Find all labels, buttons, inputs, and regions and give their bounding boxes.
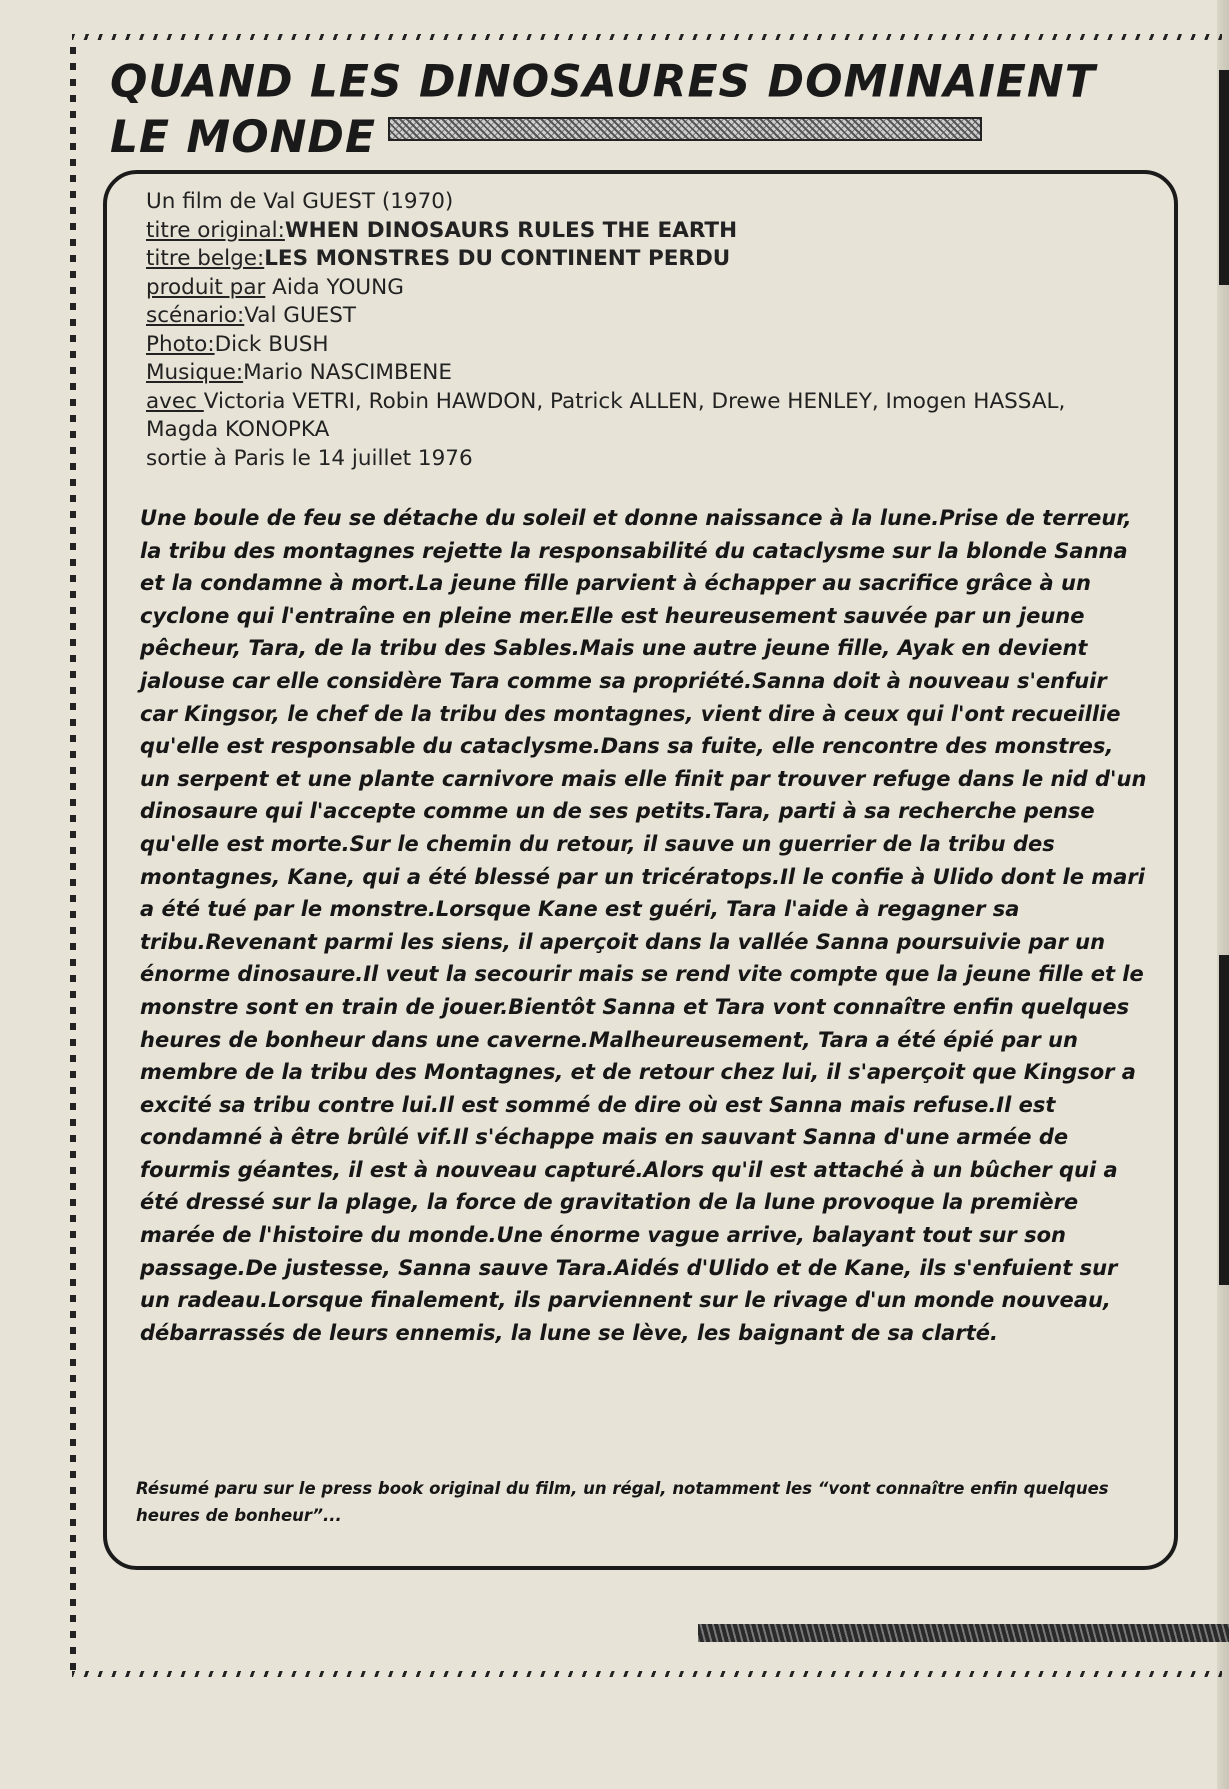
credit-value: Mario NASCIMBENE — [243, 360, 452, 385]
credit-value: Aida YOUNG — [265, 274, 404, 300]
dashed-border-top — [72, 34, 1222, 40]
credit-value: Victoria VETRI, Robin HAWDON, Patrick ALLEN, Drewe HENLEY, Imogen HASSAL, Magda KONOPKA — [146, 388, 1066, 442]
bottom-decorative-bar — [698, 1624, 1229, 1642]
credit-value: Val GUEST — [244, 303, 357, 328]
credit-value: Dick BUSH — [214, 331, 329, 357]
credit-music — [146, 359, 1106, 388]
credit-label: scénario: — [146, 303, 245, 328]
title-line-2: LE MONDE — [110, 111, 377, 164]
credit-label: produit par — [146, 274, 266, 300]
article-title — [110, 55, 1096, 165]
credit-label: Musique: — [146, 360, 244, 385]
credit-original-title — [146, 217, 1106, 246]
credit-value: LES MONSTRES DU CONTINENT PERDU — [264, 246, 731, 271]
credit-label: avec — [146, 388, 204, 414]
title-line-1: QUAND LES DINOSAURES DOMINAIENT — [110, 55, 1096, 108]
credit-photo — [146, 331, 1106, 360]
credit-release: sortie à Paris le 14 juillet 1976 — [146, 445, 473, 471]
credit-screenplay — [146, 302, 1106, 331]
credit-belgian-title — [146, 245, 1106, 274]
title-decorative-bar — [388, 117, 982, 141]
film-credits — [146, 188, 1106, 473]
credit-label: Photo: — [146, 331, 215, 357]
credit-label: titre belge: — [146, 246, 265, 271]
dashed-border-bottom — [72, 1671, 1222, 1677]
credit-value: WHEN DINOSAURS RULES THE EARTH — [284, 217, 738, 243]
credit-producer — [146, 274, 1106, 303]
dashed-border-left — [70, 40, 76, 1670]
credit-cast — [146, 388, 1106, 445]
synopsis-text: Une boule de feu se détache du soleil et donne naissance à la lune.Prise de terreur, la tribu des montagnes rejette la responsabilité du cataclysme sur la blonde Sanna et la condamne à mort.La jeune fille parvient à échapper au sacrifice grâce à un cyclone qui l'entraîne en pleine mer.Elle est heureusement sauvée par un jeune pêcheur, Tara, de la tribu des Sables.Mais une autre jeune fille, Ayak en devient jalouse car elle considère Tara comme sa propriété.Sanna doit à nouveau s'enfuir car Kingsor, le chef de la tribu des montagnes, vient dire à ceux qui l'ont recueillie qu'elle est responsable du cataclysme.Dans sa fuite, elle rencontre des monstres, un serpent et une plante carnivore mais elle finit par trouver refuge dans le nid d'un dinosaure qui l'accepte comme un de ses petits.Tara, parti à sa recherche pense qu'elle est morte.Sur le chemin du retour, il sauve un guerrier de la tribu des montagnes, Kane, qui a été blessé par un tricératops.Il le confie à Ulido dont le mari a été tué par le monstre.Lorsque Kane est guéri, Tara l'aide à regagner sa tribu.Revenant parmi les siens, il aperçoit dans la vallée Sanna poursuivie par un énorme dinosaure.Il veut la secourir mais se rend vite compte que la jeune fille et le monstre sont en train de jouer.Bientôt Sanna et Tara vont connaître enfin quelques heures de bonheur dans une caverne.Malheureusement, Tara a été épié par un membre de la tribu des Montagnes, et de retour chez lui, il s'aperçoit que Kingsor a excité sa tribu contre lui.Il est sommé de dire où est Sanna mais refuse.Il est condamné à être brûlé vif.Il s'échappe mais en sauvant Sanna d'une armée de fourmis géantes, il est à nouveau capturé.Alors qu'il est attaché à un bûcher qui a été dressé sur la plage, la force de gravitation de la lune provoque la première marée de l'histoire du monde.Une énorme vague arrive, balayant tout sur son passage.De justesse, Sanna sauve Tara.Aidés d'Ulido et de Kane, ils s'enfuient sur un radeau.Lorsque finalement, ils parviennent sur le rivage d'un monde nouveau, débarrassés de leurs ennemis, la lune se lève, les baignant de sa clarté. — [140, 506, 1147, 1345]
credit-label: titre original: — [146, 217, 285, 243]
press-book-note: Résumé paru sur le press book original du film, un régal, notamment les “vont connaître enfin quelques heures de bonheur”... — [136, 1479, 1109, 1525]
credit-director: Un film de Val GUEST (1970) — [146, 189, 454, 214]
adjacent-page-bar — [1219, 70, 1229, 285]
adjacent-page-bar — [1219, 955, 1229, 1285]
